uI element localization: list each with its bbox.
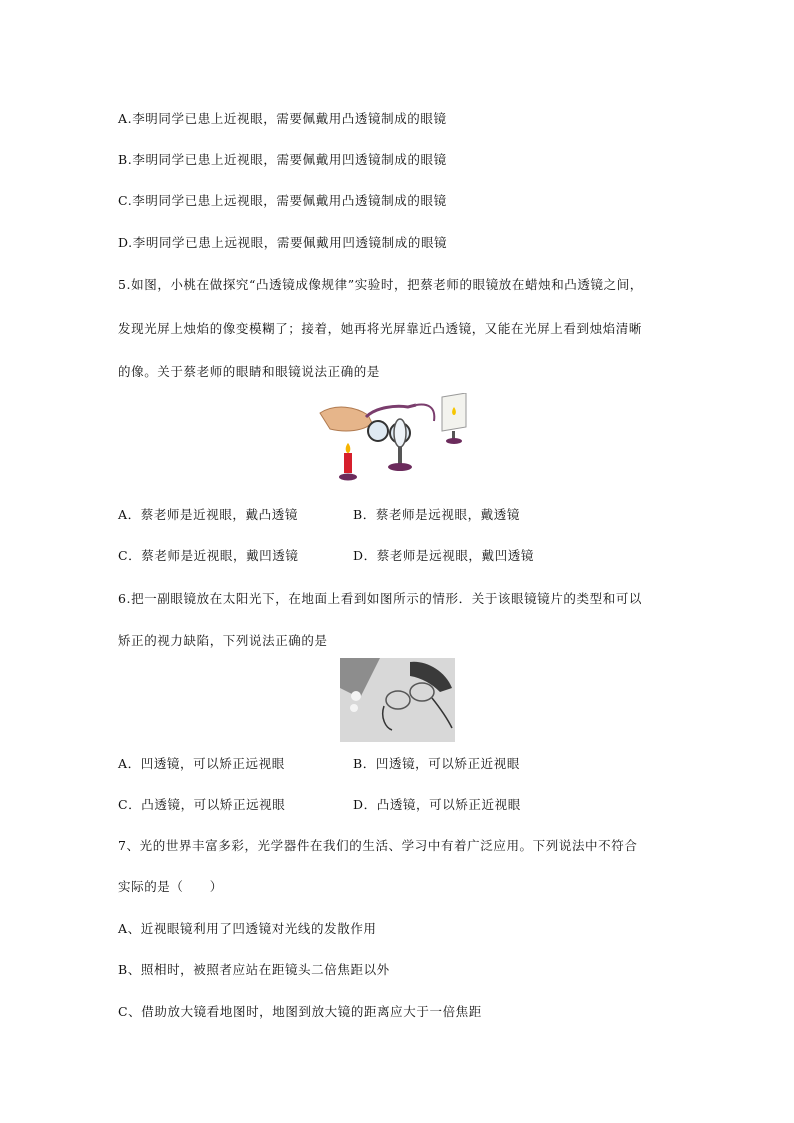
q5-option-d: D．蔡老师是远视眼，戴凹透镜 (353, 548, 534, 563)
q6-option-a: A．凹透镜，可以矫正远视眼 (118, 756, 285, 771)
candle (344, 453, 352, 473)
light-spot-left (351, 691, 361, 701)
convex-lens-holder (394, 419, 406, 447)
q6-option-c: C．凸透镜，可以矫正远视眼 (118, 797, 286, 812)
q5-option-b: B．蔡老师是远视眼，戴透镜 (353, 507, 520, 522)
q5-option-c: C．蔡老师是近视眼，戴凹透镜 (118, 548, 299, 563)
q7-option-a: A、近视眼镜利用了凹透镜对光线的发散作用 (118, 921, 377, 936)
candle-flame (346, 443, 351, 453)
q5-stem-line1: 5.如图，小桃在做探究“凸透镜成像规律”实验时，把蔡老师的眼镜放在蜡烛和凸透镜之间， (118, 277, 643, 292)
q7-option-c: C、借助放大镜看地图时，地图到放大镜的距离应大于一倍焦距 (118, 1004, 482, 1019)
q6-option-d: D．凸透镜，可以矫正近视眼 (353, 797, 521, 812)
q5-stem-line3: 的像。关于蔡老师的眼睛和眼镜说法正确的是 (118, 364, 381, 379)
glasses-lens-left (368, 421, 388, 441)
q6-stem-line2: 矫正的视力缺陷，下列说法正确的是 (118, 633, 328, 648)
q4-option-b: B.李明同学已患上近视眼，需要佩戴用凹透镜制成的眼镜 (118, 152, 447, 167)
hand-illustration (320, 407, 372, 431)
q4-option-c: C.李明同学已患上远视眼，需要佩戴用凸透镜制成的眼镜 (118, 193, 447, 208)
q7-stem-line1: 7、光的世界丰富多彩，光学器件在我们的生活、学习中有着广泛应用。下列说法中不符合 (118, 838, 638, 853)
q6-option-b: B．凹透镜，可以矫正近视眼 (353, 756, 520, 771)
light-spot-right (350, 704, 358, 712)
q6-stem-line1: 6.把一副眼镜放在太阳光下，在地面上看到如图所示的情形．关于该眼镜镜片的类型和可以 (118, 591, 643, 606)
q4-option-d: D.李明同学已患上远视眼，需要佩戴用凹透镜制成的眼镜 (118, 235, 448, 250)
q5-experiment-figure (316, 393, 492, 493)
q6-glasses-photo (340, 658, 455, 742)
q7-option-b: B、照相时，被照者应站在距镜头二倍焦距以外 (118, 962, 390, 977)
q4-option-a: A.李明同学已患上近视眼，需要佩戴用凸透镜制成的眼镜 (118, 111, 447, 126)
q7-stem-line2: 实际的是（ ） (118, 879, 223, 894)
q5-stem-line2: 发现光屏上烛焰的像变模糊了；接着，她再将光屏靠近凸透镜，又能在光屏上看到烛焰清晰 (118, 321, 643, 336)
q5-option-a: A．蔡老师是近视眼，戴凸透镜 (118, 507, 298, 522)
